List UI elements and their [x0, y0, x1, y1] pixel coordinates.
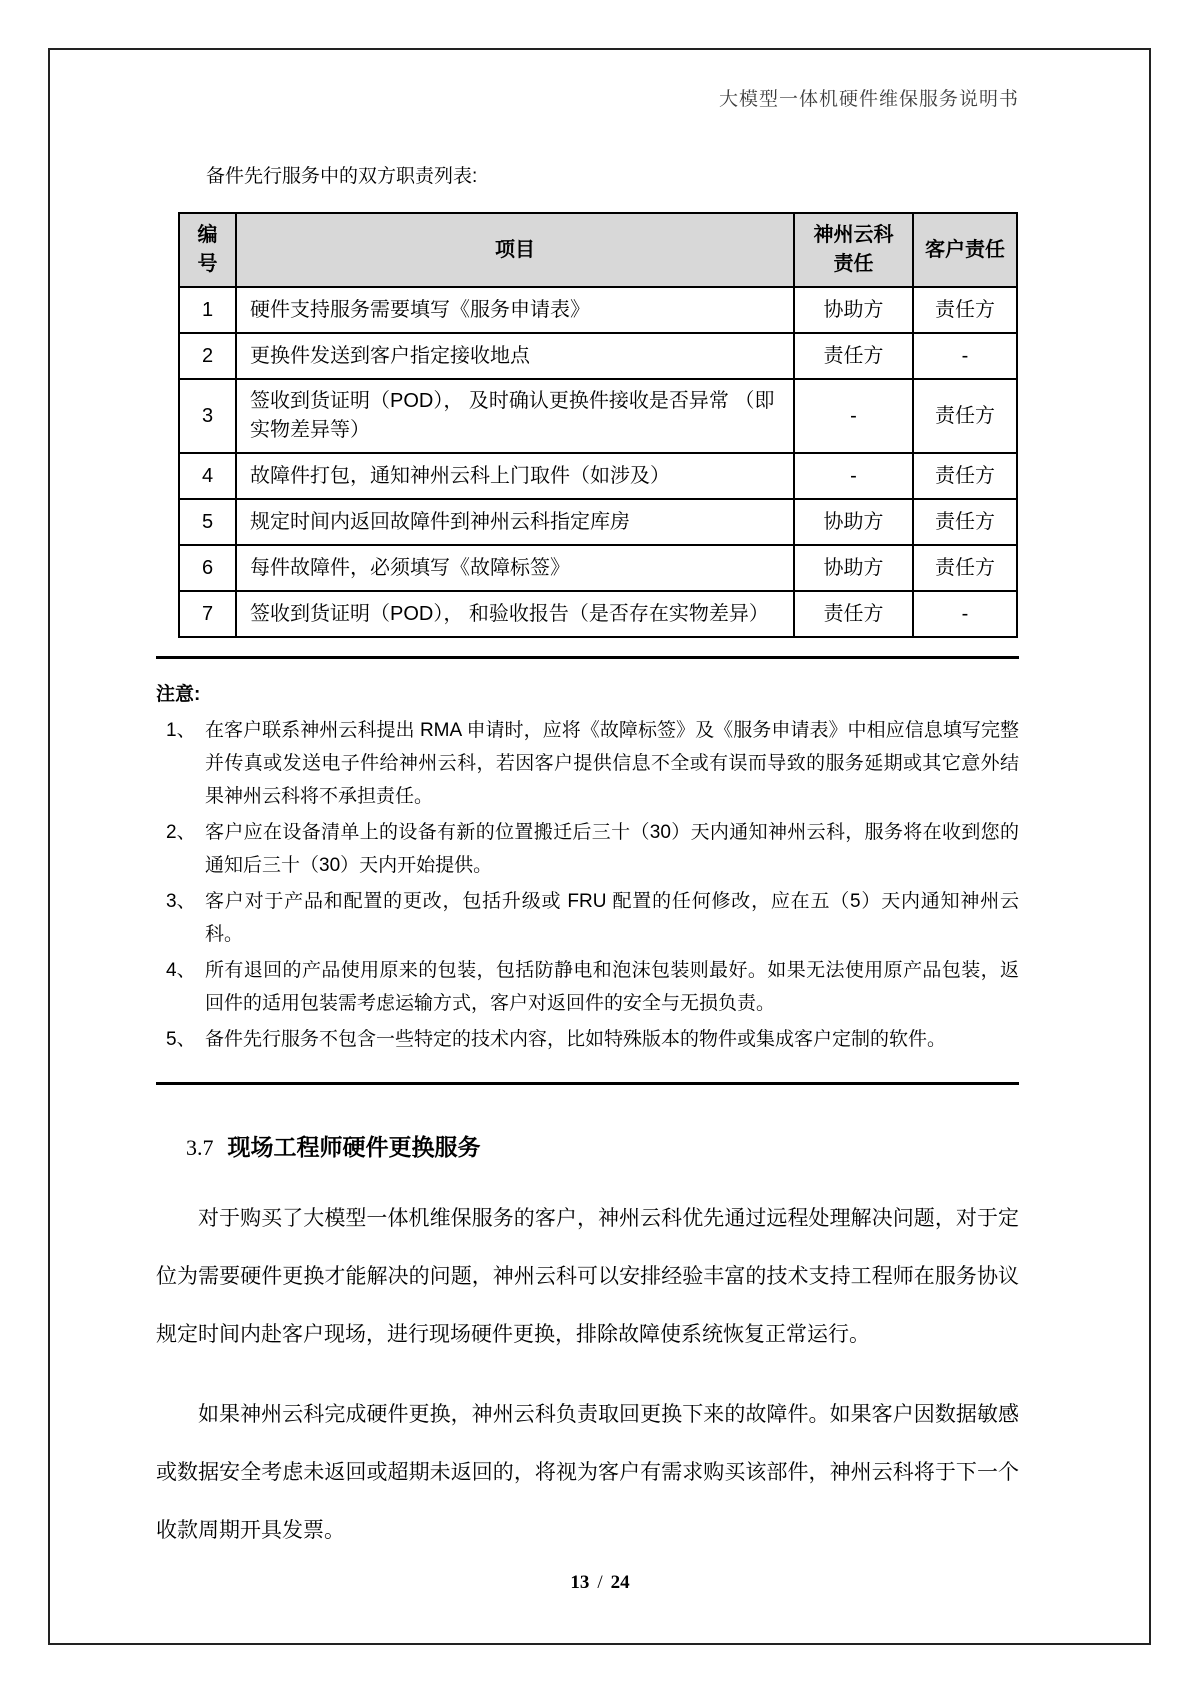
body-paragraph: 对于购买了大模型一体机维保服务的客户，神州云科优先通过远程处理解决问题，对于定位为需要硬件更换才能解决的问题，神州云科可以安排经验丰富的技术支持工程师在服务协议规定时间内赴客户现场，进行现场硬件更换，排除故障使系统恢复正常运行。 [156, 1207, 1019, 1346]
table-header-row [179, 213, 1017, 287]
row-customer-responsibility: 责任方 [913, 379, 1017, 453]
row-vendor-responsibility: 协助方 [794, 499, 913, 545]
note-number: 1、 [166, 720, 196, 741]
table-row [179, 379, 1017, 453]
row-customer-responsibility: 责任方 [913, 499, 1017, 545]
body-paragraph: 如果神州云科完成硬件更换，神州云科负责取回更换下来的故障件。如果客户因数据敏感或数据安全考虑未返回或超期未返回的，将视为客户有需求购买该部件，神州云科将于下一个收款周期开具发票。 [156, 1403, 1019, 1542]
page-content [50, 84, 1149, 1560]
note-number: 3、 [166, 891, 196, 912]
row-item: 硬件支持服务需要填写《服务申请表》 [236, 287, 794, 333]
note-number: 4、 [166, 960, 196, 981]
table-row [179, 591, 1017, 637]
note-text: 在客户联系神州云科提出 RMA 申请时，应将《故障标签》及《服务申请表》中相应信息填写完整并传真或发送电子件给神州云科，若因客户提供信息不全或有误而导致的服务延期或其它意外结果神州云科将不承担责任。 [205, 720, 1019, 807]
notes-list [156, 714, 1019, 1056]
row-number: 6 [179, 545, 236, 591]
note-item [156, 714, 1019, 813]
note-text: 客户应在设备清单上的设备有新的位置搬迁后三十（30）天内通知神州云科，服务将在收到您的通知后三十（30）天内开始提供。 [205, 822, 1019, 876]
row-vendor-responsibility: - [794, 379, 913, 453]
note-item [156, 1023, 1019, 1056]
table-caption: 备件先行服务中的双方职责列表: [206, 166, 478, 187]
section-title: 现场工程师硬件更换服务 [227, 1134, 481, 1160]
notes-label: 注意: [156, 684, 201, 705]
page-separator: / [597, 1572, 603, 1593]
row-customer-responsibility: 责任方 [913, 453, 1017, 499]
row-customer-responsibility: - [913, 591, 1017, 637]
document-header-title: 大模型一体机硬件维保服务说明书 [718, 89, 1019, 110]
row-vendor-responsibility: - [794, 453, 913, 499]
col-header-vendor-line2: 责任 [833, 253, 874, 275]
section-number: 3.7 [186, 1135, 214, 1160]
row-item: 签收到货证明（POD）， 和验收报告（是否存在实物差异） [236, 591, 794, 637]
row-customer-responsibility: 责任方 [913, 287, 1017, 333]
row-item: 规定时间内返回故障件到神州云科指定库房 [236, 499, 794, 545]
note-number: 2、 [166, 822, 196, 843]
table-row [179, 499, 1017, 545]
row-customer-responsibility: - [913, 333, 1017, 379]
row-number: 2 [179, 333, 236, 379]
total-page-count: 24 [610, 1572, 630, 1593]
col-header-number: 编号 [179, 213, 236, 287]
note-number: 5、 [166, 1029, 196, 1050]
row-item: 故障件打包，通知神州云科上门取件（如涉及） [236, 453, 794, 499]
row-customer-responsibility: 责任方 [913, 545, 1017, 591]
table-row [179, 545, 1017, 591]
row-item: 签收到货证明（POD）， 及时确认更换件接收是否异常 （即实物差异等） [236, 379, 794, 453]
col-header-item: 项目 [236, 213, 794, 287]
row-number: 1 [179, 287, 236, 333]
row-number: 4 [179, 453, 236, 499]
note-item [156, 816, 1019, 882]
current-page-number: 13 [570, 1572, 590, 1593]
col-header-vendor [794, 213, 913, 287]
row-vendor-responsibility: 责任方 [794, 333, 913, 379]
section-divider-rule [156, 1082, 1019, 1085]
responsibilities-table [178, 212, 1018, 638]
row-item: 更换件发送到客户指定接收地点 [236, 333, 794, 379]
row-item: 每件故障件，必须填写《故障标签》 [236, 545, 794, 591]
section-heading [186, 1129, 1019, 1162]
note-text: 客户对于产品和配置的更改，包括升级或 FRU 配置的任何修改，应在五（5）天内通知神州云科。 [205, 891, 1019, 945]
row-number: 7 [179, 591, 236, 637]
note-text: 备件先行服务不包含一些特定的技术内容，比如特殊版本的物件或集成客户定制的软件。 [205, 1029, 947, 1050]
row-vendor-responsibility: 责任方 [794, 591, 913, 637]
table-row [179, 453, 1017, 499]
page-border-frame [48, 48, 1151, 1645]
row-vendor-responsibility: 协助方 [794, 287, 913, 333]
table-row [179, 333, 1017, 379]
row-number: 5 [179, 499, 236, 545]
row-number: 3 [179, 379, 236, 453]
page-footer [0, 1572, 1200, 1594]
note-text: 所有退回的产品使用原来的包装，包括防静电和泡沫包装则最好。如果无法使用原产品包装，返回件的适用包装需考虑运输方式，客户对返回件的安全与无损负责。 [205, 960, 1019, 1014]
table-bottom-rule [156, 656, 1019, 659]
table-row [179, 287, 1017, 333]
col-header-customer: 客户责任 [913, 213, 1017, 287]
row-vendor-responsibility: 协助方 [794, 545, 913, 591]
note-item [156, 885, 1019, 951]
col-header-vendor-line1: 神州云科 [813, 224, 894, 246]
note-item [156, 954, 1019, 1020]
